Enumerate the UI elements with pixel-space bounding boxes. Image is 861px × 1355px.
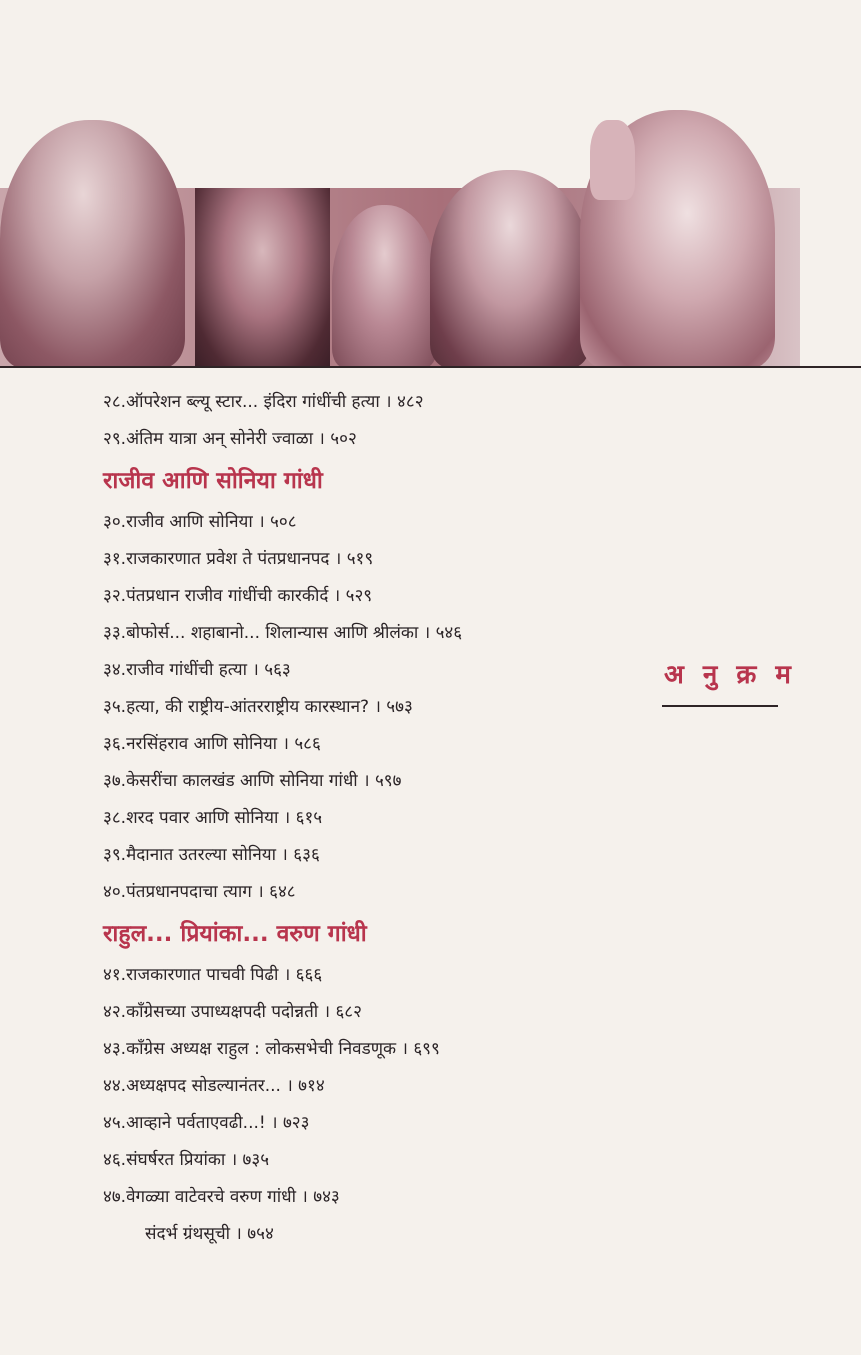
toc-entry-index: ३०. [103, 512, 127, 532]
toc-entry-title: राजकारणात प्रवेश ते पंतप्रधानपद । ५१९ [126, 549, 374, 569]
toc-entry-index: ३६. [103, 734, 127, 754]
toc-entry-index: ४४. [103, 1076, 127, 1096]
banner-photo-strip [0, 110, 861, 368]
toc-entry[interactable] [103, 874, 663, 911]
toc-entry[interactable] [103, 421, 663, 458]
toc-entry-title: काँग्रेस अध्यक्ष राहुल : लोकसभेची निवडणूक । ६९९ [126, 1039, 440, 1059]
toc-entry-title: शरद पवार आणि सोनिया । ६१५ [126, 808, 323, 828]
toc-entry-title: पंतप्रधानपदाचा त्याग । ६४८ [126, 882, 296, 902]
toc-entry-title: मैदानात उतरल्या सोनिया । ६३६ [126, 845, 320, 865]
toc-entry[interactable] [103, 763, 663, 800]
toc-entry-index: ३४. [103, 660, 127, 680]
toc-entry-title: हत्या, की राष्ट्रीय-आंतरराष्ट्रीय कारस्थान? । ५७३ [126, 697, 413, 717]
toc-entry[interactable] [103, 615, 663, 652]
toc-entry-index: ४२. [103, 1002, 127, 1022]
portrait-photo [0, 120, 185, 368]
toc-entry-title: वेगळ्या वाटेवरचे वरुण गांधी । ७४३ [126, 1187, 340, 1207]
toc-entry-index: ४०. [103, 882, 127, 902]
toc-entry-title: राजीव आणि सोनिया । ५०८ [126, 512, 297, 532]
section-heading: राजीव आणि सोनिया गांधी [103, 468, 323, 494]
portrait-photo [430, 170, 590, 368]
toc-entry[interactable] [103, 837, 663, 874]
toc-entry[interactable] [103, 726, 663, 763]
toc-entry-index: ४५. [103, 1113, 127, 1133]
toc-entry-index: २९. [103, 429, 127, 449]
toc-entry-index: ३८. [103, 808, 127, 828]
toc-entry-index: ३७. [103, 771, 127, 791]
toc-entry-title: राजकारणात पाचवी पिढी । ६६६ [126, 965, 323, 985]
toc-entry[interactable] [103, 689, 663, 726]
toc-entry[interactable] [103, 652, 663, 689]
toc-entry-index: ३२. [103, 586, 127, 606]
toc-entry-title: अध्यक्षपद सोडल्यानंतर... । ७१४ [126, 1076, 325, 1096]
toc-entry-title: पंतप्रधान राजीव गांधींची कारकीर्द । ५२९ [126, 586, 373, 606]
toc-entry-title: राजीव गांधींची हत्या । ५६३ [126, 660, 291, 680]
toc-entry[interactable] [103, 800, 663, 837]
toc-entry-title: संघर्षरत प्रियांका । ७३५ [126, 1150, 270, 1170]
toc-entry-index: २८. [103, 392, 127, 412]
toc-entry-index: ३३. [103, 623, 127, 643]
waving-hand-photo [590, 120, 635, 200]
toc-entry[interactable] [103, 957, 663, 994]
toc-entry-title: नरसिंहराव आणि सोनिया । ५८६ [126, 734, 321, 754]
toc-entry-index: ३१. [103, 549, 127, 569]
toc-entry-title: काँग्रेसच्या उपाध्यक्षपदी पदोन्नती । ६८२ [126, 1002, 362, 1022]
portrait-photo [195, 188, 330, 368]
toc-entry[interactable] [103, 384, 663, 421]
toc-entry-bibliography[interactable]: संदर्भ ग्रंथसूची । ७५४ [145, 1224, 274, 1244]
toc-entry[interactable] [103, 504, 663, 541]
toc-entry[interactable] [103, 1142, 663, 1179]
toc-entry-title: अंतिम यात्रा अन् सोनेरी ज्वाळा । ५०२ [126, 429, 357, 449]
toc-entry-index: ३५. [103, 697, 127, 717]
toc-entry-index: ४१. [103, 965, 127, 985]
index-heading-underline [662, 705, 778, 707]
toc-entry-index: ४३. [103, 1039, 127, 1059]
toc-entry-title: केसरींचा कालखंड आणि सोनिया गांधी । ५९७ [126, 771, 402, 791]
section-heading: राहुल... प्रियांका... वरुण गांधी [103, 921, 367, 947]
index-heading: अ नु क्र म [664, 660, 796, 690]
toc-entry[interactable] [103, 1179, 663, 1216]
toc-entry[interactable] [103, 1105, 663, 1142]
toc-entry-title: बोफोर्स... शहाबानो... शिलान्यास आणि श्रीलंका । ५४६ [126, 623, 463, 643]
toc-entry[interactable] [103, 1031, 663, 1068]
toc-entry-index: ४७. [103, 1187, 127, 1207]
toc-entry[interactable] [103, 1068, 663, 1105]
toc-entry-title: आव्हाने पर्वताएवढी...! । ७२३ [126, 1113, 310, 1133]
toc-entry-index: ३९. [103, 845, 127, 865]
toc-entry-title: ऑपरेशन ब्ल्यू स्टार... इंदिरा गांधींची हत्या । ४८२ [126, 392, 424, 412]
toc-entry[interactable] [103, 541, 663, 578]
portrait-photo [332, 205, 437, 368]
toc-entry[interactable] [103, 578, 663, 615]
banner-divider [0, 366, 861, 368]
table-of-contents [103, 384, 663, 1253]
toc-entry[interactable] [103, 994, 663, 1031]
toc-entry-index: ४६. [103, 1150, 127, 1170]
